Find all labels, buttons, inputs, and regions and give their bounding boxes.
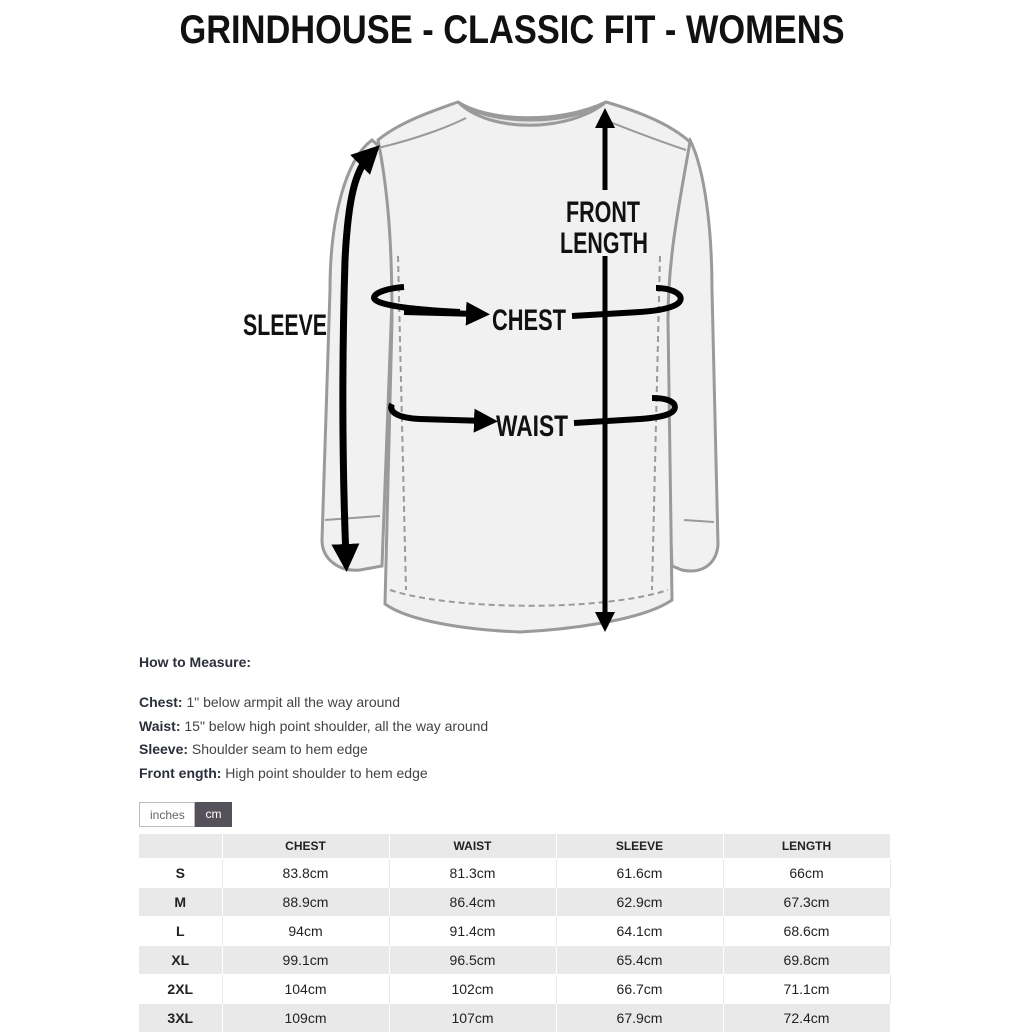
length-cell: 68.6cm <box>723 917 890 946</box>
table-row <box>139 917 890 946</box>
sleeve-cell: 65.4cm <box>556 946 723 975</box>
header-sleeve: SLEEVE <box>556 834 723 859</box>
howto-front-length: Front ength: High point shoulder to hem edge <box>139 762 488 786</box>
chest-cell: 94cm <box>222 917 389 946</box>
sleeve-cell: 67.9cm <box>556 1004 723 1032</box>
header-chest: CHEST <box>222 834 389 859</box>
chest-cell: 83.8cm <box>222 859 389 888</box>
waist-cell: 102cm <box>389 975 556 1004</box>
page-title: GRINDHOUSE - CLASSIC FIT - WOMENS <box>72 8 953 53</box>
length-cell: 72.4cm <box>723 1004 890 1032</box>
size-label: M <box>139 888 222 917</box>
waist-label: WAIST <box>496 410 568 443</box>
sleeve-cell: 61.6cm <box>556 859 723 888</box>
waist-cell: 81.3cm <box>389 859 556 888</box>
length-label: LENGTH <box>560 227 648 260</box>
waist-cell: 96.5cm <box>389 946 556 975</box>
length-cell: 66cm <box>723 859 890 888</box>
chest-cell: 99.1cm <box>222 946 389 975</box>
header-waist: WAIST <box>389 834 556 859</box>
howto-chest: Chest: 1" below armpit all the way around <box>139 691 488 715</box>
chest-cell: 88.9cm <box>222 888 389 917</box>
waist-cell: 86.4cm <box>389 888 556 917</box>
chest-label: CHEST <box>492 304 566 337</box>
how-to-measure-section <box>139 654 488 785</box>
table-header-row <box>139 834 890 859</box>
shirt-illustration <box>322 102 718 632</box>
size-label: S <box>139 859 222 888</box>
cm-button[interactable]: cm <box>195 802 232 827</box>
sleeve-label: SLEEVE <box>243 309 327 342</box>
how-to-measure-title: How to Measure: <box>139 654 488 670</box>
unit-toggle <box>139 802 232 827</box>
size-label: 3XL <box>139 1004 222 1032</box>
header-length: LENGTH <box>723 834 890 859</box>
front-label: FRONT <box>566 196 640 229</box>
size-table <box>139 834 891 1032</box>
torso-shape <box>378 102 690 632</box>
length-cell: 71.1cm <box>723 975 890 1004</box>
size-label: XL <box>139 946 222 975</box>
chest-cell: 104cm <box>222 975 389 1004</box>
length-cell: 69.8cm <box>723 946 890 975</box>
sleeve-cell: 62.9cm <box>556 888 723 917</box>
chest-cell: 109cm <box>222 1004 389 1032</box>
table-row <box>139 888 890 917</box>
howto-waist: Waist: 15" below high point shoulder, all the way around <box>139 715 488 739</box>
waist-cell: 107cm <box>389 1004 556 1032</box>
size-label: L <box>139 917 222 946</box>
table-row <box>139 1004 890 1032</box>
howto-sleeve: Sleeve: Shoulder seam to hem edge <box>139 738 488 762</box>
size-label: 2XL <box>139 975 222 1004</box>
table-row <box>139 946 890 975</box>
waist-cell: 91.4cm <box>389 917 556 946</box>
sleeve-cell: 64.1cm <box>556 917 723 946</box>
sleeve-cell: 66.7cm <box>556 975 723 1004</box>
length-cell: 67.3cm <box>723 888 890 917</box>
table-row <box>139 859 890 888</box>
inches-button[interactable]: inches <box>139 802 195 827</box>
header-size <box>139 834 222 859</box>
table-row <box>139 975 890 1004</box>
